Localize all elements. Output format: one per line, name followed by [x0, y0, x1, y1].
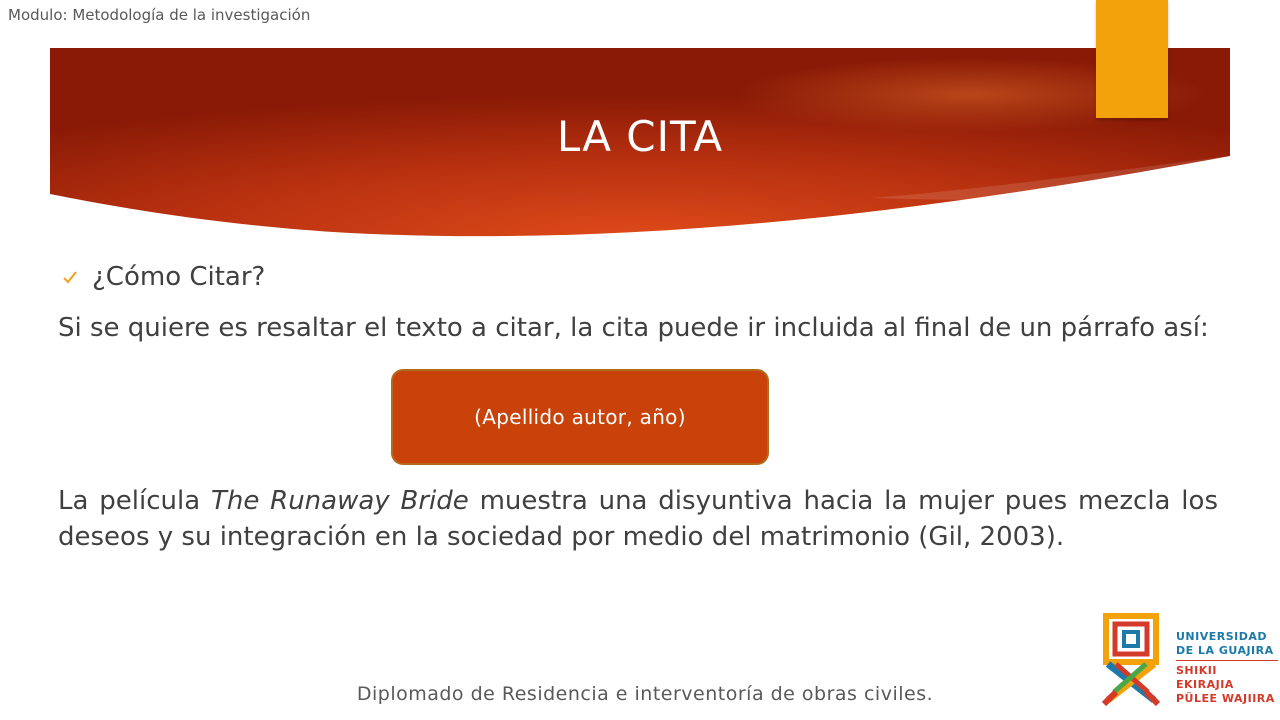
logo-text-line4: PÜLEE WAJIIRA [1176, 692, 1275, 705]
checkmark-icon [62, 269, 78, 285]
logo-text-line3: SHIKII EKIRAJIA [1176, 664, 1234, 691]
accent-tab [1096, 0, 1168, 118]
paragraph-2-after: muestra una disyuntiva hacia la mujer pues mezcla los deseos y su integración en la sociedad por medio del matrimonio (Gil, 2003). [58, 486, 1218, 552]
module-label: Modulo: Metodología de la investigación [8, 6, 311, 24]
citation-box [391, 369, 769, 465]
paragraph-2-before: La película [58, 486, 211, 516]
bullet-text: ¿Cómo Citar? [92, 262, 266, 292]
bullet-item [62, 262, 265, 292]
paragraph-2-italic: The Runaway Bride [210, 486, 469, 516]
slide-title: LA CITA [556, 112, 724, 161]
paragraph-2 [58, 483, 1218, 555]
footer-text: Diplomado de Residencia e interventoría de obras civiles. [356, 683, 934, 705]
paragraph-1: Si se quiere es resaltar el texto a citar, la cita puede ir incluida al final de un párrafo así: [58, 313, 1209, 343]
logo-text-line1: UNIVERSIDAD [1176, 630, 1268, 643]
university-logo [1102, 612, 1278, 708]
university-emblem-icon [1102, 612, 1172, 708]
citation-text: (Apellido autor, año) [474, 405, 686, 429]
logo-text-line2: DE LA GUAJIRA [1176, 644, 1278, 661]
